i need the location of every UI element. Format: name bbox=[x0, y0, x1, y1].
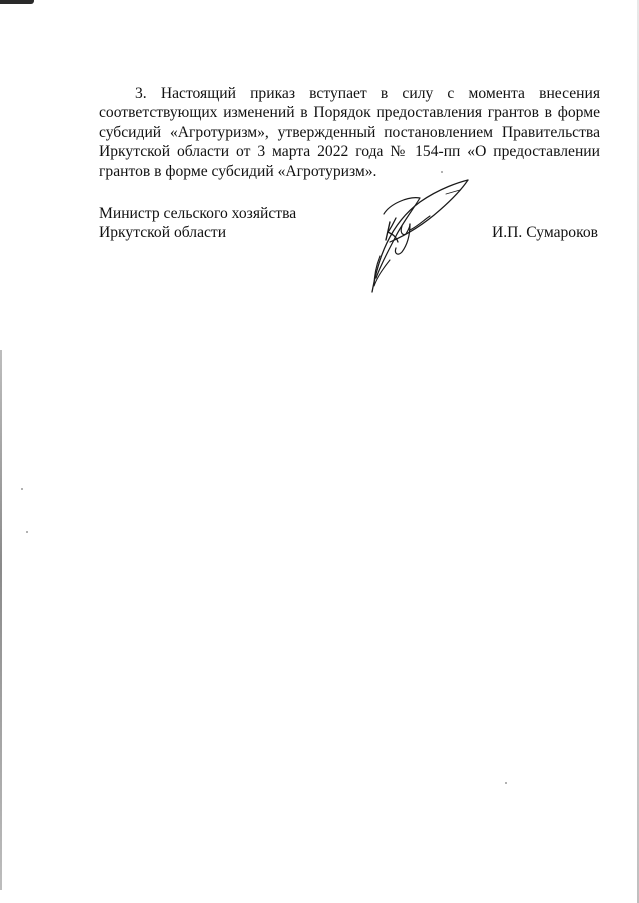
signatory-title-line-2: Иркутской области bbox=[99, 224, 227, 242]
scan-speck bbox=[26, 531, 28, 533]
order-paragraph-3: 3. Настоящий приказ вступает в силу с момента внесения соответствующих изменений в Порядок предоставления грантов в форме субсидий «Агротуризм», утвержденный постановлением Правительства Иркутской области от 3 марта 2022 года № 154-пп «О предоставлении грантов в форме субсидий «Агротуризм». bbox=[99, 85, 600, 180]
signatory-title bbox=[99, 204, 296, 243]
signatory-name: И.П. Сумароков bbox=[492, 224, 599, 241]
signatory-title-line-1: Министр сельского хозяйства bbox=[99, 205, 297, 222]
handwritten-signature bbox=[360, 174, 475, 299]
scan-left-edge bbox=[0, 350, 2, 890]
scan-speck bbox=[21, 488, 23, 490]
scan-speck bbox=[505, 782, 507, 784]
scan-corner-mark bbox=[0, 0, 34, 4]
